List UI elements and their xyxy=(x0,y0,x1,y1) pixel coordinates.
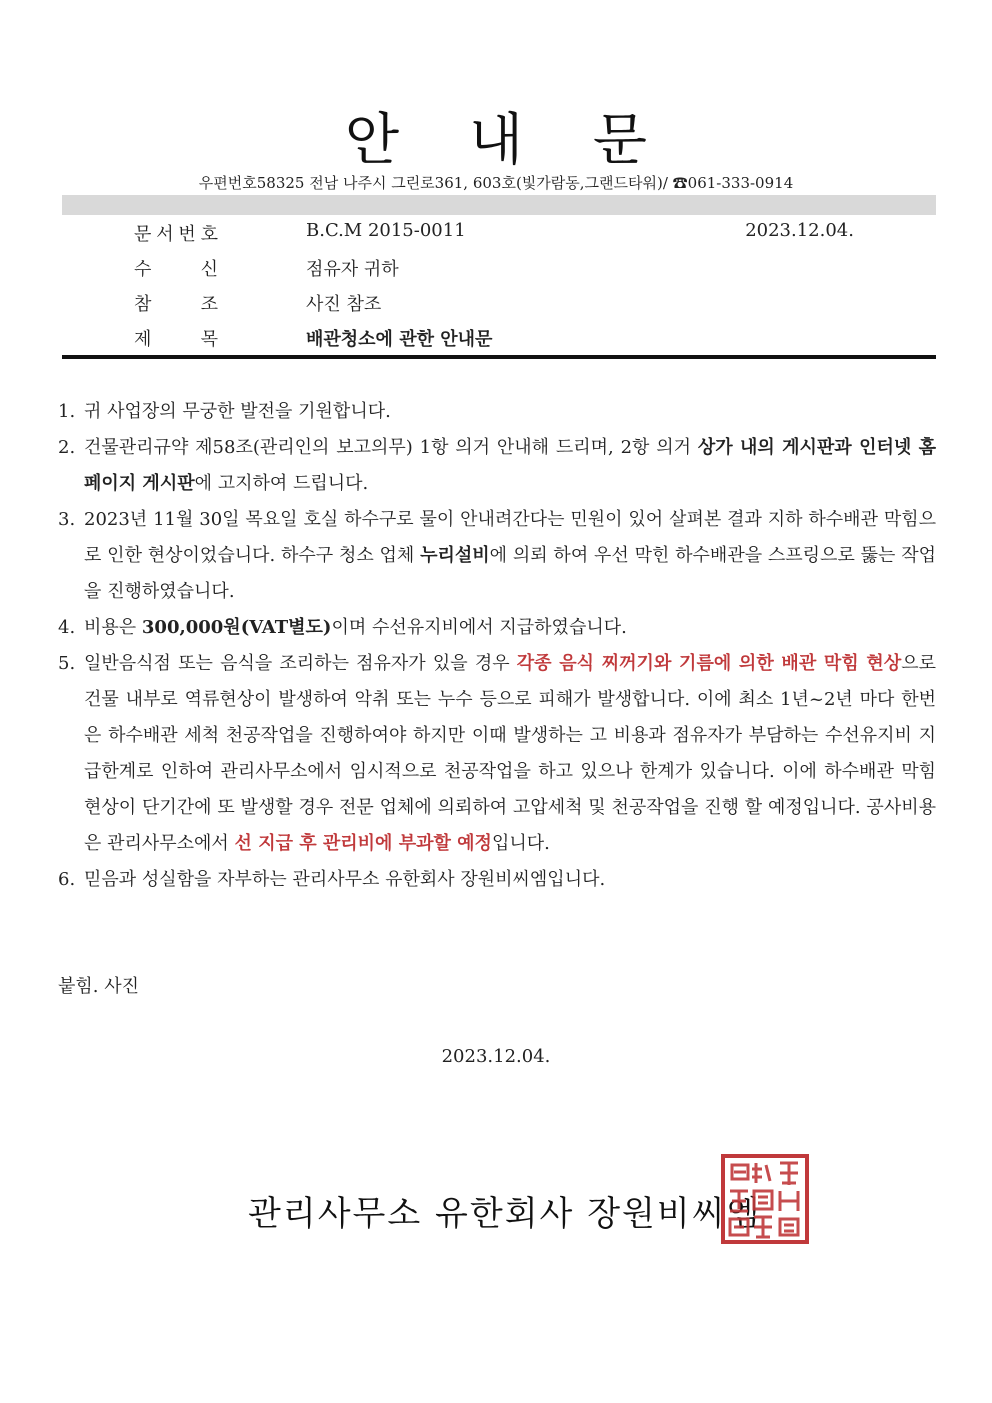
subject-value: 배관청소에 관한 안내문 xyxy=(306,329,493,350)
notice-item-6 xyxy=(58,862,936,898)
reference-row xyxy=(134,290,854,320)
reference-value: 사진 참조 xyxy=(306,294,382,315)
item-text-segment: 선 지급 후 관리비에 부과할 예정 xyxy=(234,833,492,854)
notice-item-2 xyxy=(58,430,936,502)
item-number: 6. xyxy=(58,869,76,890)
item-text xyxy=(84,401,391,422)
company-seal-stamp xyxy=(720,1153,810,1245)
item-text xyxy=(84,509,936,602)
item-text-segment: 상가 내의 게시판과 인터넷 홈페이지 게시판 xyxy=(84,437,936,494)
attachment-note: 붙힘. 사진 xyxy=(58,976,139,997)
doc-number-value: B.C.M 2015-0011 xyxy=(306,220,466,241)
signer-name: 관리사무소 유한회사 장원비씨엠 xyxy=(248,1194,762,1234)
notice-body xyxy=(58,394,936,898)
item-text-segment: 2023년 11월 30일 목요일 호실 하수구로 물이 안내려간다는 민원이 있어 살펴본 결과 지하 하수배관 막힘으로 인한 현상이었습니다. 하수구 청소 업체 xyxy=(84,509,936,566)
subject-row xyxy=(134,325,854,355)
page-title: 안 내 문 xyxy=(345,108,673,173)
item-text-segment: 에 고지하여 드립니다. xyxy=(194,473,369,494)
notice-item-3 xyxy=(58,502,936,610)
doc-date: 2023.12.04. xyxy=(745,220,854,241)
seal-border xyxy=(723,1156,807,1242)
item-text-segment: 누리설비 xyxy=(420,545,490,566)
item-text-segment: 으로 건물 내부로 역류현상이 발생하여 악취 또는 누수 등으로 피해가 발생합니다. 이에 최소 1년~2년 마다 한번은 하수배관 세척 천공작업을 진행하여야 하지만 이때 발생하는 고 비용과 점유자가 부담하는 수선유지비 지급한계로 인하여 관리사무소에서 임시적으로 천공작업을 하고 있으나 한계가 있습니다. 이에 하수배관 막힘 현상이 단기간에 또 발생할 경우 전문 업체에 의뢰하여 고압세척 및 천공작업을 진행 할 예정입니다. 공사비용은 관리사무소에서 xyxy=(84,653,936,854)
item-number: 2. xyxy=(58,437,76,458)
item-text-segment: 입니다. xyxy=(491,833,550,854)
doc-number-row xyxy=(134,220,854,250)
item-text xyxy=(84,437,936,494)
header-shade-bar xyxy=(62,195,936,215)
item-text-segment: 믿음과 성실함을 자부하는 관리사무소 유한회사 장원비씨엠입니다. xyxy=(84,869,606,890)
item-text-segment: 각종 음식 찌꺼기와 기름에 의한 배관 막힘 현상 xyxy=(516,653,902,674)
item-text-segment: 일반음식점 또는 음식을 조리하는 점유자가 있을 경우 xyxy=(84,653,517,674)
notice-item-1 xyxy=(58,394,936,430)
item-number: 5. xyxy=(58,653,76,674)
seal-glyphs xyxy=(730,1163,798,1237)
recipient-row xyxy=(134,255,854,285)
item-number: 1. xyxy=(58,401,76,422)
subject-label: 제 목 xyxy=(134,329,218,350)
item-text-segment: 이며 수선유지비에서 지급하였습니다. xyxy=(331,617,627,638)
doc-number-label: 문 서 번 호 xyxy=(134,224,218,245)
item-text-segment: 에 의뢰 하여 우선 막힌 하수배관을 스프링으로 뚫는 작업을 진행하였습니다. xyxy=(84,545,936,602)
item-text xyxy=(84,653,936,854)
item-number: 4. xyxy=(58,617,76,638)
office-address: 우편번호58325 전남 나주시 그린로361, 603호(빛가람동,그랜드타워)/ ☎061-333-0914 xyxy=(198,174,794,192)
item-text-segment: 비용은 xyxy=(84,617,142,638)
footer-date: 2023.12.04. xyxy=(441,1046,551,1067)
item-text-segment: 건물관리규약 제58조(관리인의 보고의무) 1항 의거 안내해 드리며, 2항 의거 xyxy=(84,437,698,458)
item-text-segment: 300,000원(VAT별도) xyxy=(141,617,332,638)
item-number: 3. xyxy=(58,509,76,530)
recipient-label: 수 신 xyxy=(134,259,218,280)
recipient-value: 점유자 귀하 xyxy=(306,259,399,280)
header-rule xyxy=(62,355,936,359)
reference-label: 참 조 xyxy=(134,294,218,315)
notice-item-4 xyxy=(58,610,936,646)
notice-item-5 xyxy=(58,646,936,862)
item-text xyxy=(84,869,605,890)
item-text-segment: 귀 사업장의 무궁한 발전을 기원합니다. xyxy=(84,401,391,422)
item-text xyxy=(84,617,627,638)
